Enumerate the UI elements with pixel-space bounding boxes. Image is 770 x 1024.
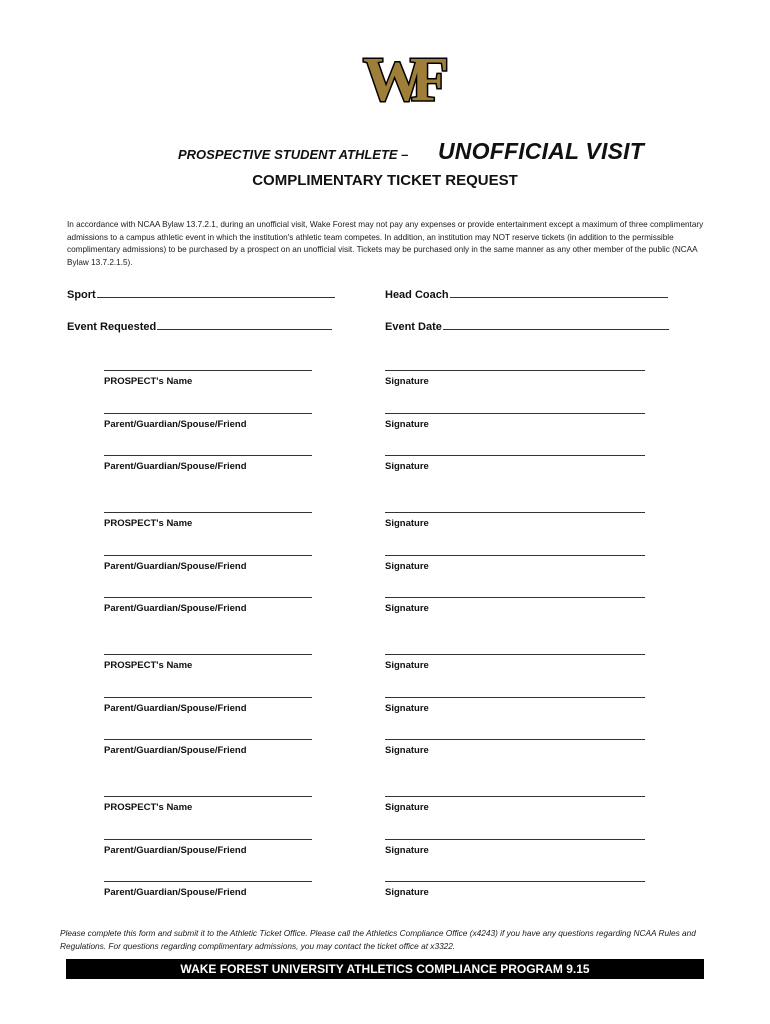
signature-input-line[interactable]	[385, 881, 645, 882]
guardian-name-label: Parent/Guardian/Spouse/Friend	[104, 603, 247, 614]
name-input-line[interactable]	[104, 413, 312, 414]
form-title	[0, 138, 770, 170]
event-requested-field[interactable]	[67, 319, 332, 333]
signature-label: Signature	[385, 518, 429, 529]
prospect-name-label: PROSPECT's Name	[104, 660, 193, 671]
signature-input-line[interactable]	[385, 455, 645, 456]
signature-input-line[interactable]	[385, 413, 645, 414]
name-input-line[interactable]	[104, 739, 312, 740]
signature-input-line[interactable]	[385, 654, 645, 655]
prospect-name-label: PROSPECT's Name	[104, 376, 193, 387]
form-subtitle: COMPLIMENTARY TICKET REQUEST	[252, 172, 518, 189]
name-input-line[interactable]	[104, 839, 312, 840]
signature-label: Signature	[385, 745, 429, 756]
name-input-line[interactable]	[104, 455, 312, 456]
guardian-name-label: Parent/Guardian/Spouse/Friend	[104, 887, 247, 898]
name-input-line[interactable]	[104, 370, 312, 371]
title-main: UNOFFICIAL VISIT	[438, 138, 644, 164]
signature-input-line[interactable]	[385, 839, 645, 840]
name-input-line[interactable]	[104, 697, 312, 698]
signature-label: Signature	[385, 703, 429, 714]
sport-input-line[interactable]	[97, 287, 335, 298]
name-input-line[interactable]	[104, 881, 312, 882]
signature-input-line[interactable]	[385, 796, 645, 797]
prospect-name-label: PROSPECT's Name	[104, 802, 193, 813]
signature-input-line[interactable]	[385, 697, 645, 698]
event-date-input-line[interactable]	[443, 319, 669, 330]
prospect-name-label: PROSPECT's Name	[104, 518, 193, 529]
signature-label: Signature	[385, 802, 429, 813]
signature-input-line[interactable]	[385, 512, 645, 513]
name-input-line[interactable]	[104, 654, 312, 655]
signature-label: Signature	[385, 461, 429, 472]
head-coach-field[interactable]	[385, 287, 668, 301]
intro-paragraph: In accordance with NCAA Bylaw 13.7.2.1, during an unofficial visit, Wake Forest may not pay any expenses or provide entertainment except a maximum of three complimentary admissions to a campus athletic event in which the institution's athletic team competes. In addition, an institution may NOT reserve tickets (in addition to the permissible complimentary admissions) to be purchased by a prospect on an unofficial visit. Tickets may be purchased only in the same manner as any other member of the public (NCAA Bylaw 13.7.2.1.5).	[67, 220, 704, 267]
guardian-name-label: Parent/Guardian/Spouse/Friend	[104, 703, 247, 714]
signature-label: Signature	[385, 419, 429, 430]
svg-text:WF: WF	[363, 46, 435, 114]
signature-label: Signature	[385, 561, 429, 572]
guardian-name-label: Parent/Guardian/Spouse/Friend	[104, 745, 247, 756]
event-requested-label: Event Requested	[67, 321, 157, 333]
name-input-line[interactable]	[104, 555, 312, 556]
guardian-name-label: Parent/Guardian/Spouse/Friend	[104, 419, 247, 430]
title-prefix: PROSPECTIVE STUDENT ATHLETE –	[178, 147, 409, 162]
guardian-name-label: Parent/Guardian/Spouse/Friend	[104, 461, 247, 472]
sport-field[interactable]	[67, 287, 335, 301]
signature-input-line[interactable]	[385, 739, 645, 740]
head-coach-input-line[interactable]	[450, 287, 668, 298]
signature-label: Signature	[385, 887, 429, 898]
sport-label: Sport	[67, 289, 96, 301]
signature-input-line[interactable]	[385, 597, 645, 598]
event-requested-input-line[interactable]	[157, 319, 332, 330]
signature-label: Signature	[385, 660, 429, 671]
signature-input-line[interactable]	[385, 555, 645, 556]
signature-input-line[interactable]	[385, 370, 645, 371]
signature-label: Signature	[385, 376, 429, 387]
signature-label: Signature	[385, 603, 429, 614]
guardian-name-label: Parent/Guardian/Spouse/Friend	[104, 561, 247, 572]
event-date-field[interactable]	[385, 319, 669, 333]
program-banner: WAKE FOREST UNIVERSITY ATHLETICS COMPLIANCE PROGRAM 9.15	[66, 959, 704, 979]
event-date-label: Event Date	[385, 321, 442, 333]
name-input-line[interactable]	[104, 512, 312, 513]
name-input-line[interactable]	[104, 796, 312, 797]
signature-label: Signature	[385, 845, 429, 856]
name-input-line[interactable]	[104, 597, 312, 598]
head-coach-label: Head Coach	[385, 289, 449, 301]
wf-logo	[357, 42, 455, 116]
guardian-name-label: Parent/Guardian/Spouse/Friend	[104, 845, 247, 856]
footer-note: Please complete this form and submit it to the Athletic Ticket Office. Please call the Athletics Compliance Office (x4243) if you have any questions regarding NCAA Rules and Regulations. For questions regarding complimentary admissions, you may contact the ticket office at x3322.	[60, 928, 696, 951]
